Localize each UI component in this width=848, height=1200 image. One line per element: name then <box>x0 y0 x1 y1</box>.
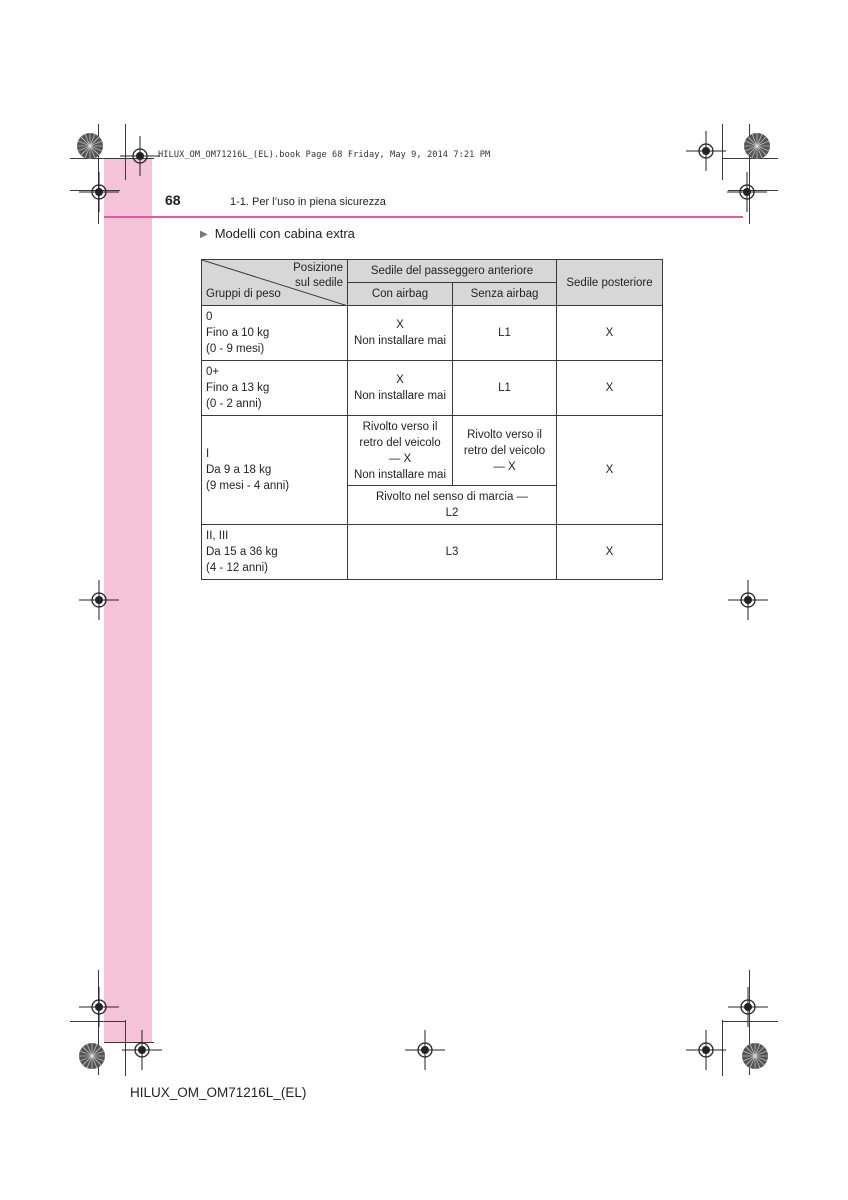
registration-rosette-icon <box>72 1036 112 1076</box>
triangle-bullet-icon: ▶ <box>200 229 208 240</box>
rear-seat-cell: X <box>557 525 663 580</box>
with-airbag-header: Con airbag <box>348 283 453 306</box>
registration-target-icon <box>686 1030 726 1070</box>
corner-groups-label: Gruppi di peso <box>206 288 281 300</box>
forward-facing-cell: Rivolto nel senso di marcia — L2 <box>348 486 557 525</box>
corner-position-label-1: Posizione <box>293 262 343 274</box>
with-airbag-cell: Rivolto verso il retro del veicolo — X Non installare mai <box>348 416 453 486</box>
corner-position-label-2: sul sedile <box>295 277 343 289</box>
without-airbag-cell: Rivolto verso il retro del veicolo — X <box>453 416 557 486</box>
registration-target-icon <box>727 172 767 212</box>
with-airbag-cell: X Non installare mai <box>348 361 453 416</box>
registration-rosette-icon <box>70 126 110 166</box>
registration-target-icon <box>79 172 119 212</box>
weight-group-cell: 0 Fino a 10 kg (0 - 9 mesi) <box>202 306 348 361</box>
rear-seat-cell: X <box>557 416 663 525</box>
registration-rosette-icon <box>737 126 777 166</box>
header-rule <box>104 216 743 218</box>
registration-target-icon <box>79 987 119 1027</box>
subheading-text: Modelli con cabina extra <box>214 226 355 241</box>
page-number: 68 <box>165 192 181 208</box>
registration-target-icon <box>122 1030 162 1070</box>
weight-group-cell: I Da 9 a 18 kg (9 mesi - 4 anni) <box>202 416 348 525</box>
registration-rosette-icon <box>735 1036 775 1076</box>
front-passenger-header: Sedile del passeggero anteriore <box>348 260 557 283</box>
weight-group-cell: 0+ Fino a 13 kg (0 - 2 anni) <box>202 361 348 416</box>
footer-document-code: HILUX_OM_OM71216L_(EL) <box>130 1085 307 1100</box>
registration-target-icon <box>686 131 726 171</box>
without-airbag-cell: L1 <box>453 361 557 416</box>
child-seat-table <box>201 259 663 580</box>
registration-target-icon <box>728 580 768 620</box>
registration-target-icon <box>79 580 119 620</box>
table-row <box>202 306 663 361</box>
rear-seat-header: Sedile posteriore <box>557 260 663 306</box>
weight-group-cell: II, III Da 15 a 36 kg (4 - 12 anni) <box>202 525 348 580</box>
rear-seat-cell: X <box>557 361 663 416</box>
print-info-line: HILUX_OM_OM71216L_(EL).book Page 68 Friday, May 9, 2014 7:21 PM <box>158 150 491 160</box>
subheading <box>200 226 355 241</box>
rear-seat-cell: X <box>557 306 663 361</box>
with-airbag-cell: X Non installare mai <box>348 306 453 361</box>
without-airbag-header: Senza airbag <box>453 283 557 306</box>
without-airbag-cell: L1 <box>453 306 557 361</box>
registration-target-icon <box>120 136 160 176</box>
table-row <box>202 416 663 486</box>
section-title: 1-1. Per l’uso in piena sicurezza <box>230 196 386 208</box>
registration-target-icon <box>405 1030 445 1070</box>
table-row <box>202 361 663 416</box>
front-seat-cell: L3 <box>348 525 557 580</box>
table-corner-header <box>202 260 348 306</box>
registration-target-icon <box>728 987 768 1027</box>
table-row <box>202 525 663 580</box>
